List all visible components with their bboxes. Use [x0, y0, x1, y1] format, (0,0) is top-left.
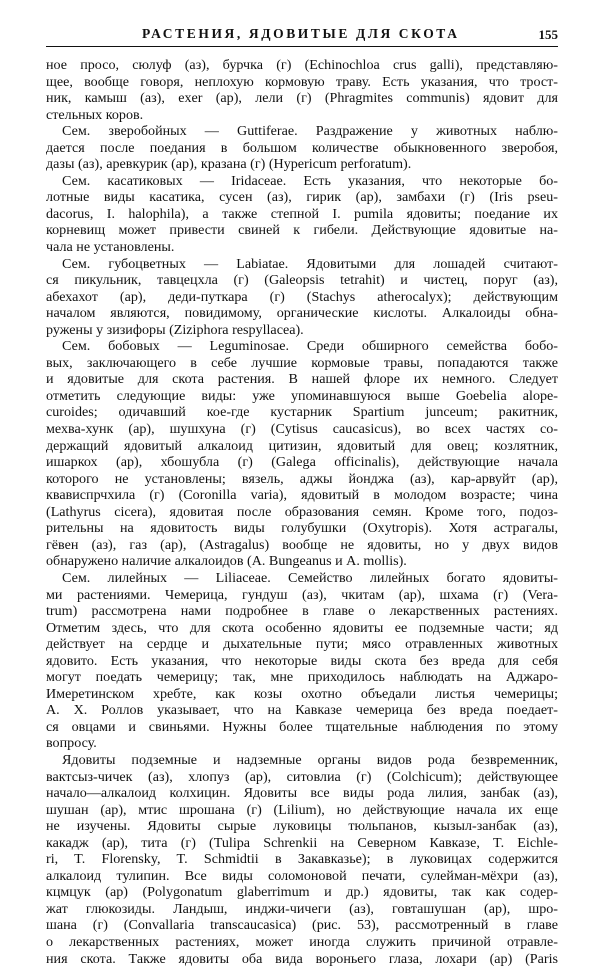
text-line: о лекарственных растениях, может иногда служить причиной отравле- — [46, 933, 558, 950]
text-line: Сем. бобовых — Leguminosae. Среди обширного семейства бобо- — [62, 338, 558, 355]
text-line: ния скота. Также ядовиты оба вида вороньего глаза, лохари (ар) (Paris — [46, 950, 558, 967]
text-line: trum) рассмотрена нами подробнее в главе о лекарственных растениях. — [46, 603, 558, 620]
text-line: шушан (ар), мтис шрошана (г) (Lilium), но действующие начала их еще — [46, 801, 558, 818]
text-line: могут поедать чемерицу; так, мне приходилось наблюдать на Аджаро- — [46, 669, 558, 686]
book-page — [46, 24, 558, 967]
text-line: действует на сердце и дыхательные пути; мясо отравленных животных — [46, 636, 558, 653]
text-line: curoides; одичавший кое-где кустарник Spartium junceum; ракитник, — [46, 404, 558, 421]
text-line: Сем. зверобойных — Guttiferae. Раздражение у животных наблю- — [62, 123, 558, 140]
text-line: Сем. касатиковых — Iridaceae. Есть указания, что некоторые бо- — [62, 172, 558, 189]
page-header — [46, 24, 558, 47]
text-line: держащий ядовитый алкалоид цитизин, ядовитый для овец; козлятник, — [46, 437, 558, 454]
text-line: шана (г) (Convallaria transcaucasica) (рис. 53), рассмотренный в главе — [46, 917, 558, 934]
text-line: (Lathyrus cicera), ядовитая после образования семян. Кроме того, подоз- — [46, 503, 558, 520]
text-line: Ядовиты подземные и надземные органы видов рода безвременник, — [62, 751, 558, 768]
text-line: ружены у зизифоры (Ziziphora respyllacea). — [46, 321, 304, 338]
text-line: какадж (ар), тита (г) (Tulipa Schrenkii на Северном Кавказе, T. Eichle- — [46, 834, 558, 851]
text-line: ri, T. Florensky, T. Schmidtii в Закавказье); в луковицах содержится — [46, 851, 558, 868]
text-line: Сем. губоцветных — Labiatae. Ядовитыми для лошадей считают- — [62, 255, 558, 272]
text-line: Отметим здесь, что для скота особенно ядовиты ее подземные части; яд — [46, 619, 558, 636]
text-line: Сем. лилейных — Liliaceae. Семейство лилейных богато ядовиты- — [62, 569, 558, 586]
text-line: ное просо, сюлуф (аз), бурчка (г) (Echinochloa crus galli), представляю- — [46, 57, 558, 73]
text-line: стельных коров. — [46, 106, 144, 123]
text-line: алкалоид тулипин. Все виды соломоновой печати, сулейман-мёхри (аз), — [46, 867, 558, 884]
text-line: лотные виды касатика, сусен (аз), гирик (ар), замбахи (г) (Iris pseu- — [46, 189, 558, 206]
text-line: дазы (аз), аревкурик (ар), кразана (г) (Hypericum perforatum). — [46, 156, 412, 173]
text-line: квависпрчхила (г) (Coronilla varia), ядовитый в молодом возрасте; чина — [46, 487, 558, 504]
text-line: ся пикульник, тавцецхла (г) (Galeopsis tetrahit) и чистец, поруг (аз), — [46, 272, 558, 289]
text-line: вопросу. — [46, 735, 97, 752]
text-line: отметить следующие виды: уже упоминавшуюся выше Goebelia alope- — [46, 387, 558, 404]
text-line: жат глюкозиды. Ландыш, инджи-чичеги (аз), говташушан (ар), шро- — [46, 900, 558, 917]
text-line: вактсыз-чичек (аз), хлопуз (ар), ситовлиа (г) (Colchicum); действующее — [46, 768, 558, 785]
body-text — [46, 57, 558, 967]
text-line: ядовито. Есть указания, что некоторые виды скота без вреда для себя — [46, 652, 558, 669]
text-line: которого не установлены; вязель, аджы йонджа (аз), кар-арвуйт (ар), — [46, 470, 558, 487]
text-line: дается после поедания в большом количестве обыкновенного зверобоя, — [46, 139, 558, 156]
text-line: Имеретинском хребте, как козы охотно объедали листья чемерицы; — [46, 685, 558, 702]
text-line: ся овцами и свиньями. Нужны более тщательные наблюдения по этому — [46, 718, 558, 735]
page-number: 155 — [538, 27, 558, 42]
text-line: щее, вообще говоря, неплохую кормовую траву. Есть указания, что трост- — [46, 73, 558, 90]
text-line: гёвен (аз), газ (ар), (Astragalus) вообще не ядовиты, но у двух видов — [46, 536, 558, 553]
text-line: не изучены. Ядовиты сырые луковицы тюльпанов, кызыл-занбак (аз), — [46, 818, 558, 835]
text-line: мехва-хунк (ар), шушхуна (г) (Cytisus caucasicus), во всех частях со- — [46, 421, 558, 438]
text-line: корневищ может привести свиней к гибели. Действующие ядовитые на- — [46, 222, 558, 239]
text-line: вых, заключающего в себе лучшие кормовые травы, попадаются также — [46, 354, 558, 371]
text-line: начало—алкалоид колхицин. Ядовиты все виды рода лилия, занбак (аз), — [46, 785, 558, 802]
text-line: и ядовитые для скота растения. В нашей флоре их немного. Следует — [46, 371, 558, 388]
running-title: РАСТЕНИЯ, ЯДОВИТЫЕ ДЛЯ СКОТА — [142, 26, 460, 41]
text-line: ишаркох (ар), хбошубла (г) (Galega officinalis), действующие начала — [46, 454, 558, 471]
text-line: ник, камыш (аз), exer (ар), лели (г) (Phragmites communis) ядовит для — [46, 90, 558, 107]
text-line: абехахот (ар), деди-путкара (г) (Stachys atherocalyx); действующим — [46, 288, 558, 305]
text-line: началом являются, повидимому, органические кислоты. Алкалоиды обна- — [46, 305, 558, 322]
text-line: обнаружено наличие алкалоидов (A. Bungeanus и A. mollis). — [46, 553, 407, 570]
text-line: кцмцук (ар) (Polygonatum glaberrimum и др.) ядовиты, так как содер- — [46, 884, 558, 901]
text-line: рительны на ядовитость виды голубушки (Oxytropis). Хотя астрагалы, — [46, 520, 558, 537]
text-line: А. Х. Роллов указывает, что на Кавказе чемерица без вреда поедает- — [46, 702, 558, 719]
text-line: ми растениями. Чемерица, гундуш (аз), чкитам (ар), шхама (г) (Vera- — [46, 586, 558, 603]
text-line: dacorus, I. halophila), а также степной I. pumila ядовиты; поедание их — [46, 205, 558, 222]
text-line: чала не установлены. — [46, 239, 175, 256]
